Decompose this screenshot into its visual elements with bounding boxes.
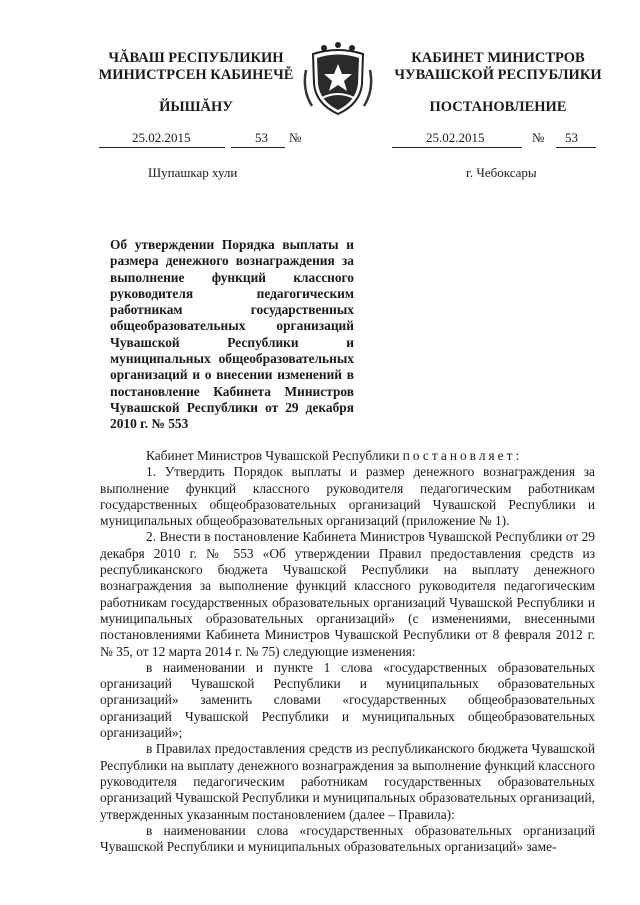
number-left: 53 <box>255 130 268 145</box>
paragraph-5: в наименовании слова «государственных образовательных организаций Чувашской Республики и муниципальных образовательных организаций» заме- <box>100 822 595 855</box>
header-left-title: ЙЫШĂНУ <box>159 99 233 115</box>
dateline-right <box>392 132 602 150</box>
date-left: 25.02.2015 <box>132 130 191 145</box>
header-left-line1: ЧĂВАШ РЕСПУБЛИКИН <box>108 50 284 66</box>
header-right-title: ПОСТАНОВЛЕНИЕ <box>429 99 567 115</box>
document-subject: Об утверждении Порядка выплаты и размера денежного вознаграждения за выполнение функций классного руководителя педагогическим работникам государственных общеобразовательных организаций Чувашской Республики и муниципальных общеобразовательных организаций и о внесении изменений в постановление Кабинета Министров Чувашской Республики от 29 декабря 2010 г. № 553 <box>110 237 354 432</box>
city-left: Шупашкар хули <box>148 165 238 180</box>
paragraph-4: в Правилах предоставления средств из республиканского бюджета Чувашской Республики на выплату денежного вознаграждения за выполнение функций классного руководителя педагогическим работникам государственных образовательных организаций Чувашской Республики и муниципальных образовательных организаций, утвержденных указанным постановлением (далее – Правила): <box>100 741 595 822</box>
header-left-line2: МИНИСТРСЕН КАБИНЕЧĚ <box>98 67 294 83</box>
dateline-left <box>99 130 302 150</box>
emblem-icon <box>298 40 378 120</box>
number-sign-right: № <box>532 130 545 145</box>
document-body <box>100 448 595 855</box>
city-right: г. Чебоксары <box>466 165 537 180</box>
number-sign-left: № <box>289 130 302 145</box>
header-right <box>392 50 604 84</box>
date-right: 25.02.2015 <box>426 130 485 145</box>
number-right: 53 <box>565 130 578 145</box>
paragraph-2: 2. Внести в постановление Кабинета Министров Чувашской Республики от 29 декабря 2010 г. № 553 «Об утверждении Правил предоставления средств из республиканского бюджета Чувашской Республики на выплату денежного вознаграждения за выполнение функций классного руководителя педагогическим работникам государственных образовательных организаций Чувашской Республики и муниципальных образовательных организаций» (с изменениями, внесенными постановлениями Кабинета Министров Чувашской Республики от 8 февраля 2012 г. № 35, от 12 марта 2014 г. № 75) следующие изменения: <box>100 529 595 659</box>
paragraph-1: 1. Утвердить Порядок выплаты и размер денежного вознаграждения за выполнение функций классного руководителя педагогическим работникам государственных общеобразовательных организаций Чувашской Республики и муниципальных общеобразовательных организаций (приложение № 1). <box>100 464 595 529</box>
paragraph-3: в наименовании и пункте 1 слова «государственных образовательных организаций Чувашской Республики и муниципальных образовательных организаций» заменить словами «государственных общеобразовательных организаций Чувашской Республики и муниципальных общеобразовательных организаций»; <box>100 659 595 741</box>
header-left <box>92 50 300 84</box>
header-right-line2: ЧУВАШСКОЙ РЕСПУБЛИКИ <box>394 67 602 83</box>
intro-paragraph: Кабинет Министров Чувашской Республики постановляет: <box>146 448 520 463</box>
header-right-line1: КАБИНЕТ МИНИСТРОВ <box>411 50 585 66</box>
